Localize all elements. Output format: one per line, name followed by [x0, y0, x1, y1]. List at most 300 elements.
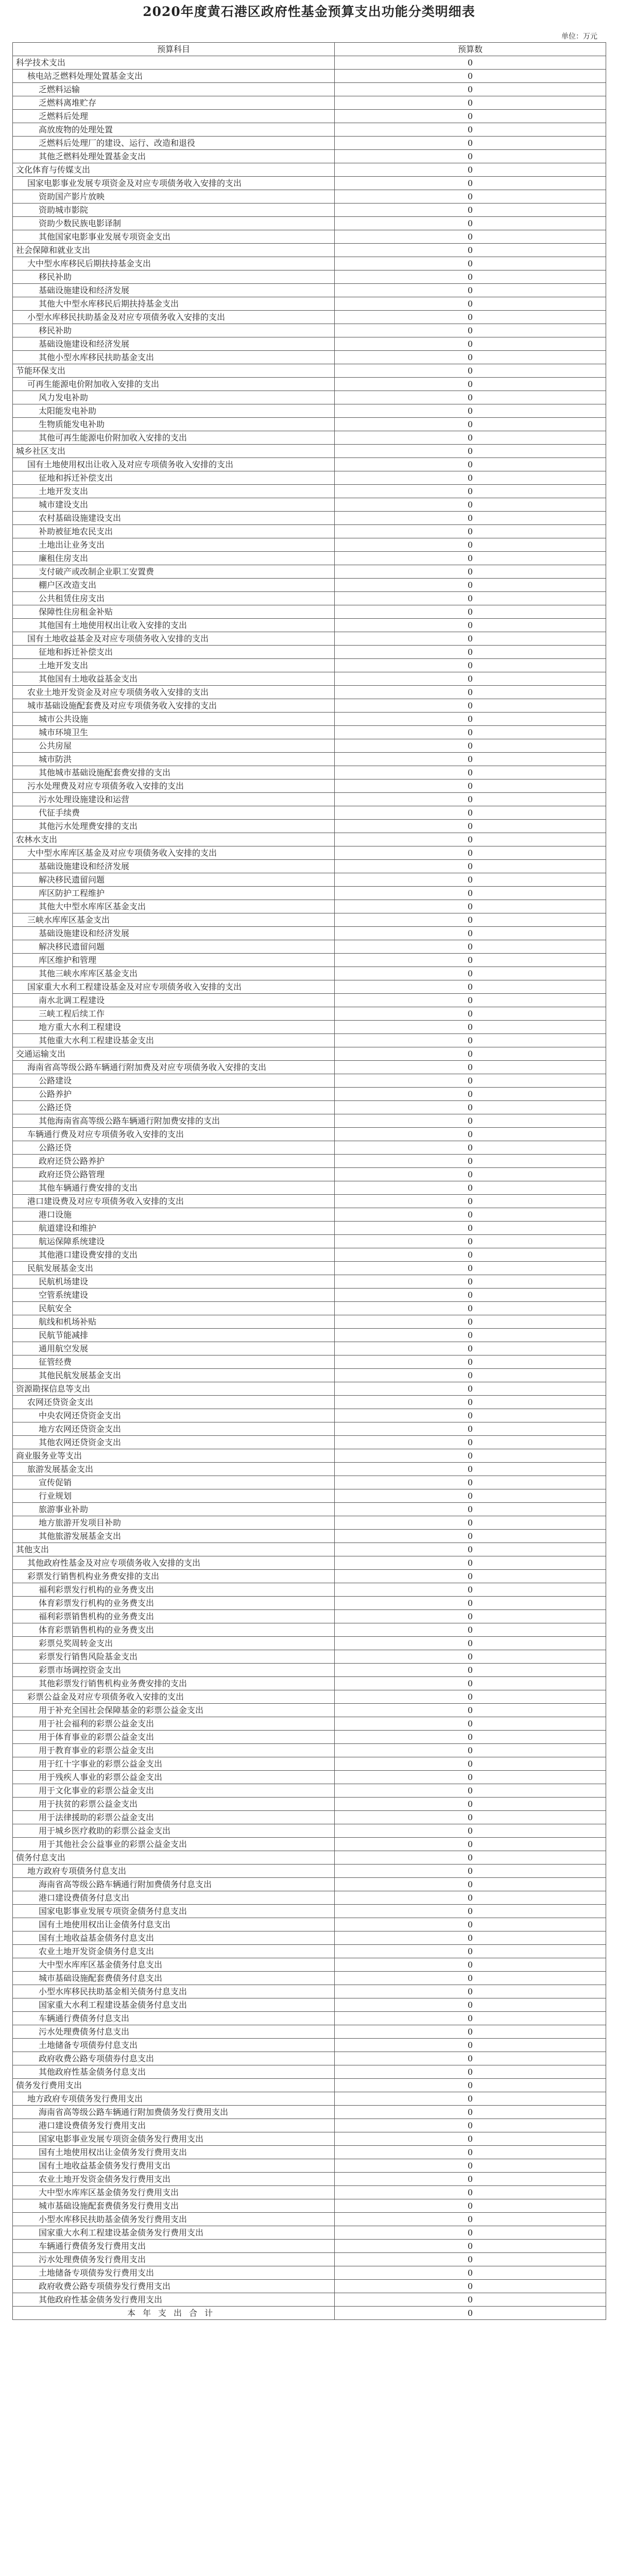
row-amount: 0 [335, 686, 606, 699]
table-body [13, 56, 606, 2307]
row-subject: 国有土地收益基金债务发行费用支出 [13, 2159, 335, 2173]
row-subject: 高放废物的处理处置 [13, 123, 335, 137]
row-subject: 其他港口建设费安排的支出 [13, 1248, 335, 1262]
row-amount: 0 [335, 1302, 606, 1315]
table-row [13, 445, 606, 458]
row-amount: 0 [335, 2012, 606, 2025]
row-amount: 0 [335, 900, 606, 913]
header-subject: 预算科目 [13, 43, 335, 56]
row-subject: 用于其他社会公益事业的彩票公益金支出 [13, 1838, 335, 1851]
table-row [13, 190, 606, 204]
table-row [13, 324, 606, 337]
row-subject: 土地开发支出 [13, 485, 335, 498]
row-amount: 0 [335, 1516, 606, 1530]
row-subject: 污水处理费债务付息支出 [13, 2025, 335, 2039]
row-subject: 资助少数民族电影译制 [13, 217, 335, 230]
row-subject: 空管系统建设 [13, 1289, 335, 1302]
table-row [13, 1744, 606, 1757]
row-amount: 0 [335, 1717, 606, 1731]
table-row [13, 619, 606, 632]
row-subject: 地方重大水利工程建设 [13, 1021, 335, 1034]
table-row [13, 257, 606, 270]
row-subject: 污水处理费及对应专项债务收入安排的支出 [13, 779, 335, 793]
table-row [13, 552, 606, 565]
row-subject: 资助城市影院 [13, 204, 335, 217]
row-subject: 乏燃料后处理厂的建设、运行、改造和退役 [13, 137, 335, 150]
table-row [13, 1503, 606, 1516]
row-subject: 其他城市基础设施配套费安排的支出 [13, 766, 335, 779]
row-subject: 海南省高等级公路车辆通行附加费及对应专项债务收入安排的支出 [13, 1061, 335, 1074]
row-amount: 0 [335, 1824, 606, 1838]
row-subject: 其他海南省高等级公路车辆通行附加费安排的支出 [13, 1114, 335, 1128]
table-row [13, 1222, 606, 1235]
row-subject: 用于文化事业的彩票公益金支出 [13, 1784, 335, 1798]
table-row [13, 1757, 606, 1771]
table-row [13, 2159, 606, 2173]
table-row [13, 887, 606, 900]
row-subject: 征地和拆迁补偿支出 [13, 646, 335, 659]
row-subject: 地方政府专项债务发行费用支出 [13, 2092, 335, 2106]
row-subject: 其他大中型水库移民后期扶持基金支出 [13, 297, 335, 311]
row-subject: 其他农网还贷资金支出 [13, 1436, 335, 1449]
row-amount: 0 [335, 311, 606, 324]
row-amount: 0 [335, 2186, 606, 2199]
table-row [13, 2266, 606, 2280]
row-amount: 0 [335, 1731, 606, 1744]
row-amount: 0 [335, 1744, 606, 1757]
table-row [13, 2106, 606, 2119]
row-amount: 0 [335, 56, 606, 70]
row-subject: 海南省高等级公路车辆通行附加费债务付息支出 [13, 1878, 335, 1891]
row-amount: 0 [335, 1222, 606, 1235]
row-amount: 0 [335, 1784, 606, 1798]
row-subject: 城乡社区支出 [13, 445, 335, 458]
table-row [13, 1717, 606, 1731]
table-row [13, 833, 606, 846]
row-amount: 0 [335, 1503, 606, 1516]
table-row [13, 2079, 606, 2092]
row-subject: 体育彩票发行机构的业务费支出 [13, 1597, 335, 1610]
table-row [13, 2199, 606, 2213]
table-row [13, 860, 606, 873]
table-row [13, 1851, 606, 1865]
table-row [13, 1275, 606, 1289]
row-amount: 0 [335, 123, 606, 137]
row-amount: 0 [335, 779, 606, 793]
row-amount: 0 [335, 2253, 606, 2266]
table-row [13, 913, 606, 927]
row-subject: 风力发电补助 [13, 391, 335, 404]
row-subject: 三峡工程后续工作 [13, 1007, 335, 1021]
table-row [13, 1195, 606, 1208]
table-row [13, 2253, 606, 2266]
table-row [13, 1972, 606, 1985]
table-row [13, 217, 606, 230]
row-amount: 0 [335, 270, 606, 284]
row-amount: 0 [335, 297, 606, 311]
row-amount: 0 [335, 1275, 606, 1289]
table-row [13, 1650, 606, 1664]
row-amount: 0 [335, 70, 606, 83]
row-amount: 0 [335, 592, 606, 605]
row-amount: 0 [335, 1114, 606, 1128]
table-row [13, 1248, 606, 1262]
row-amount: 0 [335, 980, 606, 994]
table-row [13, 994, 606, 1007]
row-amount: 0 [335, 230, 606, 244]
table-row [13, 1047, 606, 1061]
row-amount: 0 [335, 485, 606, 498]
row-amount: 0 [335, 1556, 606, 1570]
row-amount: 0 [335, 1945, 606, 1958]
row-amount: 0 [335, 793, 606, 806]
row-amount: 0 [335, 927, 606, 940]
row-amount: 0 [335, 1061, 606, 1074]
row-subject: 小型水库移民扶助基金相关债务付息支出 [13, 1985, 335, 1998]
row-amount: 0 [335, 1289, 606, 1302]
table-row [13, 793, 606, 806]
row-amount: 0 [335, 713, 606, 726]
table-row [13, 2132, 606, 2146]
table-row [13, 1476, 606, 1489]
row-amount: 0 [335, 418, 606, 431]
row-subject: 港口建设费及对应专项债务收入安排的支出 [13, 1195, 335, 1208]
row-subject: 用于教育事业的彩票公益金支出 [13, 1744, 335, 1757]
row-subject: 彩票发行销售风险基金支出 [13, 1650, 335, 1664]
row-amount: 0 [335, 2092, 606, 2106]
row-subject: 民航节能减排 [13, 1329, 335, 1342]
row-subject: 车辆通行费债务发行费用支出 [13, 2240, 335, 2253]
table-row [13, 1958, 606, 1972]
row-amount: 0 [335, 739, 606, 753]
row-amount: 0 [335, 1583, 606, 1597]
table-row [13, 940, 606, 954]
table-row [13, 726, 606, 739]
row-amount: 0 [335, 1985, 606, 1998]
row-amount: 0 [335, 806, 606, 820]
table-row [13, 565, 606, 579]
row-subject: 公共租赁住房支出 [13, 592, 335, 605]
table-row [13, 2025, 606, 2039]
row-amount: 0 [335, 512, 606, 525]
row-subject: 交通运输支出 [13, 1047, 335, 1061]
row-subject: 城市环境卫生 [13, 726, 335, 739]
row-amount: 0 [335, 1208, 606, 1222]
row-subject: 解决移民遗留问题 [13, 873, 335, 887]
table-row [13, 1382, 606, 1396]
table-row [13, 592, 606, 605]
row-subject: 基础设施建设和经济发展 [13, 927, 335, 940]
table-row [13, 2039, 606, 2052]
row-subject: 南水北调工程建设 [13, 994, 335, 1007]
table-row [13, 846, 606, 860]
row-amount: 0 [335, 552, 606, 565]
table-row [13, 1824, 606, 1838]
row-amount: 0 [335, 1757, 606, 1771]
row-amount: 0 [335, 1382, 606, 1396]
table-row [13, 177, 606, 190]
table-row [13, 806, 606, 820]
row-amount: 0 [335, 913, 606, 927]
table-row [13, 779, 606, 793]
table-row [13, 525, 606, 538]
table-row [13, 1597, 606, 1610]
row-amount: 0 [335, 699, 606, 713]
table-row [13, 646, 606, 659]
table-row [13, 2092, 606, 2106]
row-amount: 0 [335, 364, 606, 378]
row-amount: 0 [335, 646, 606, 659]
row-amount: 0 [335, 2240, 606, 2253]
table-row [13, 1556, 606, 1570]
table-row [13, 739, 606, 753]
row-subject: 大中型水库库区基金债务发行费用支出 [13, 2186, 335, 2199]
row-subject: 国有土地使用权出让金债务发行费用支出 [13, 2146, 335, 2159]
row-amount: 0 [335, 1168, 606, 1181]
table-row [13, 1289, 606, 1302]
row-subject: 其他政府性基金及对应专项债务收入安排的支出 [13, 1556, 335, 1570]
row-amount: 0 [335, 404, 606, 418]
row-amount: 0 [335, 1891, 606, 1905]
table-row [13, 873, 606, 887]
row-amount: 0 [335, 1543, 606, 1556]
row-subject: 海南省高等级公路车辆通行附加费债务发行费用支出 [13, 2106, 335, 2119]
row-amount: 0 [335, 244, 606, 257]
row-subject: 政府收费公路专项债券发行费用支出 [13, 2280, 335, 2293]
row-amount: 0 [335, 2039, 606, 2052]
table-row [13, 713, 606, 726]
table-row [13, 766, 606, 779]
table-row [13, 1664, 606, 1677]
row-amount: 0 [335, 324, 606, 337]
row-subject: 解决移民遗留问题 [13, 940, 335, 954]
table-row [13, 1543, 606, 1556]
row-subject: 国家重大水利工程建设基金债务付息支出 [13, 1998, 335, 2012]
table-row [13, 458, 606, 471]
row-amount: 0 [335, 351, 606, 364]
table-row [13, 927, 606, 940]
table-row [13, 967, 606, 980]
row-subject: 节能环保支出 [13, 364, 335, 378]
row-subject: 社会保障和就业支出 [13, 244, 335, 257]
row-amount: 0 [335, 337, 606, 351]
row-amount: 0 [335, 619, 606, 632]
table-header-row [13, 43, 606, 56]
row-subject: 科学技术支出 [13, 56, 335, 70]
table-row [13, 70, 606, 83]
table-row [13, 1891, 606, 1905]
table-row [13, 230, 606, 244]
row-subject: 小型水库移民扶助基金债务发行费用支出 [13, 2213, 335, 2226]
row-subject: 航运保障系统建设 [13, 1235, 335, 1248]
table-row [13, 753, 606, 766]
table-row [13, 2240, 606, 2253]
row-subject: 国有土地使用权出让金债务付息支出 [13, 1918, 335, 1931]
row-subject: 污水处理费债务发行费用支出 [13, 2253, 335, 2266]
table-row [13, 364, 606, 378]
row-subject: 小型水库移民扶助基金及对应专项债务收入安排的支出 [13, 311, 335, 324]
row-amount: 0 [335, 1623, 606, 1637]
row-subject: 其他可再生能源电价附加收入安排的支出 [13, 431, 335, 445]
row-subject: 其他污水处理费安排的支出 [13, 820, 335, 833]
row-subject: 基础设施建设和经济发展 [13, 284, 335, 297]
table-row [13, 391, 606, 404]
table-row [13, 404, 606, 418]
row-subject: 福利彩票销售机构的业务费支出 [13, 1610, 335, 1623]
table-row [13, 1034, 606, 1047]
row-amount: 0 [335, 1690, 606, 1704]
row-subject: 农业土地开发资金债务发行费用支出 [13, 2173, 335, 2186]
row-amount: 0 [335, 2173, 606, 2186]
row-subject: 征地和拆迁补偿支出 [13, 471, 335, 485]
table-row [13, 2119, 606, 2132]
row-subject: 国有土地使用权出让收入及对应专项债务收入安排的支出 [13, 458, 335, 471]
row-subject: 基础设施建设和经济发展 [13, 860, 335, 873]
row-amount: 0 [335, 1315, 606, 1329]
table-row [13, 1811, 606, 1824]
row-amount: 0 [335, 257, 606, 270]
row-amount: 0 [335, 2280, 606, 2293]
row-subject: 农业土地开发资金及对应专项债务收入安排的支出 [13, 686, 335, 699]
row-amount: 0 [335, 150, 606, 163]
row-subject: 债务付息支出 [13, 1851, 335, 1865]
table-row [13, 820, 606, 833]
row-subject: 库区防护工程维护 [13, 887, 335, 900]
row-amount: 0 [335, 1570, 606, 1583]
table-row [13, 1088, 606, 1101]
table-row [13, 1369, 606, 1382]
row-subject: 政府收费公路专项债券付息支出 [13, 2052, 335, 2065]
row-subject: 其他政府性基金债务付息支出 [13, 2065, 335, 2079]
row-subject: 港口设施 [13, 1208, 335, 1222]
row-subject: 其他大中型水库库区基金支出 [13, 900, 335, 913]
table-row [13, 1101, 606, 1114]
row-subject: 彩票发行销售机构业务费安排的支出 [13, 1570, 335, 1583]
table-row [13, 1690, 606, 1704]
row-amount: 0 [335, 96, 606, 110]
total-value: 0 [335, 2307, 606, 2320]
page-title: 2020年度黄石港区政府性基金预算支出功能分类明细表 [143, 4, 475, 19]
row-amount: 0 [335, 1637, 606, 1650]
row-subject: 用于残疾人事业的彩票公益金支出 [13, 1771, 335, 1784]
row-amount: 0 [335, 1047, 606, 1061]
row-subject: 用于红十字事业的彩票公益金支出 [13, 1757, 335, 1771]
table-row [13, 1355, 606, 1369]
row-amount: 0 [335, 1074, 606, 1088]
row-amount: 0 [335, 2025, 606, 2039]
row-amount: 0 [335, 1664, 606, 1677]
table-row [13, 900, 606, 913]
row-subject: 旅游发展基金支出 [13, 1463, 335, 1476]
table-row [13, 2213, 606, 2226]
row-subject: 国家重大水利工程建设基金债务发行费用支出 [13, 2226, 335, 2240]
row-subject: 国家电影事业发展专项资金及对应专项债务收入安排的支出 [13, 177, 335, 190]
row-subject: 其他乏燃料处理处置基金支出 [13, 150, 335, 163]
row-subject: 行业规划 [13, 1489, 335, 1503]
table-row [13, 1449, 606, 1463]
row-subject: 核电站乏燃料处理处置基金支出 [13, 70, 335, 83]
row-amount: 0 [335, 1905, 606, 1918]
table-row [13, 1329, 606, 1342]
unit-label: 单位：万元 [561, 32, 597, 41]
table-row [13, 1128, 606, 1141]
row-amount: 0 [335, 1677, 606, 1690]
table-row [13, 1704, 606, 1717]
row-amount: 0 [335, 1798, 606, 1811]
row-subject: 政府还贷公路养护 [13, 1155, 335, 1168]
row-amount: 0 [335, 846, 606, 860]
table-row [13, 163, 606, 177]
table-row [13, 297, 606, 311]
budget-table [12, 42, 606, 2320]
table-row [13, 1583, 606, 1597]
table-row [13, 538, 606, 552]
row-amount: 0 [335, 1007, 606, 1021]
row-subject: 政府还贷公路管理 [13, 1168, 335, 1181]
row-amount: 0 [335, 2199, 606, 2213]
row-amount: 0 [335, 940, 606, 954]
row-subject: 城市建设支出 [13, 498, 335, 512]
row-amount: 0 [335, 1931, 606, 1945]
row-subject: 支付破产或改制企业职工安置费 [13, 565, 335, 579]
row-subject: 港口建设费债务付息支出 [13, 1891, 335, 1905]
header-amount: 预算数 [335, 43, 606, 56]
row-amount: 0 [335, 2146, 606, 2159]
total-row [13, 2307, 606, 2320]
row-subject: 农林水支出 [13, 833, 335, 846]
row-amount: 0 [335, 954, 606, 967]
table-row [13, 96, 606, 110]
row-amount: 0 [335, 1771, 606, 1784]
row-subject: 其他旅游发展基金支出 [13, 1530, 335, 1543]
row-amount: 0 [335, 1476, 606, 1489]
table-row [13, 1931, 606, 1945]
row-amount: 0 [335, 1088, 606, 1101]
row-subject: 文化体育与传媒支出 [13, 163, 335, 177]
row-amount: 0 [335, 753, 606, 766]
row-amount: 0 [335, 1128, 606, 1141]
row-subject: 用于补充全国社会保障基金的彩票公益金支出 [13, 1704, 335, 1717]
row-amount: 0 [335, 1838, 606, 1851]
table-row [13, 1396, 606, 1409]
row-subject: 乏燃料运输 [13, 83, 335, 96]
table-row [13, 2280, 606, 2293]
table-row [13, 659, 606, 672]
table-row [13, 1155, 606, 1168]
row-amount: 0 [335, 1610, 606, 1623]
table-row [13, 2146, 606, 2159]
row-subject: 土地储备专项债券付息支出 [13, 2039, 335, 2052]
row-amount: 0 [335, 1650, 606, 1664]
row-subject: 农网还贷资金支出 [13, 1396, 335, 1409]
row-amount: 0 [335, 2159, 606, 2173]
table-row [13, 1208, 606, 1222]
row-subject: 其他支出 [13, 1543, 335, 1556]
row-amount: 0 [335, 887, 606, 900]
row-amount: 0 [335, 833, 606, 846]
row-subject: 基础设施建设和经济发展 [13, 337, 335, 351]
table-row [13, 605, 606, 619]
row-amount: 0 [335, 1141, 606, 1155]
row-amount: 0 [335, 994, 606, 1007]
table-row [13, 1731, 606, 1744]
row-subject: 资助国产影片放映 [13, 190, 335, 204]
row-subject: 用于城乡医疗救助的彩票公益金支出 [13, 1824, 335, 1838]
table-row [13, 1918, 606, 1931]
total-label: 本年支出合计 [13, 2307, 335, 2320]
row-subject: 公路还贷 [13, 1141, 335, 1155]
row-subject: 中央农网还贷资金支出 [13, 1409, 335, 1422]
